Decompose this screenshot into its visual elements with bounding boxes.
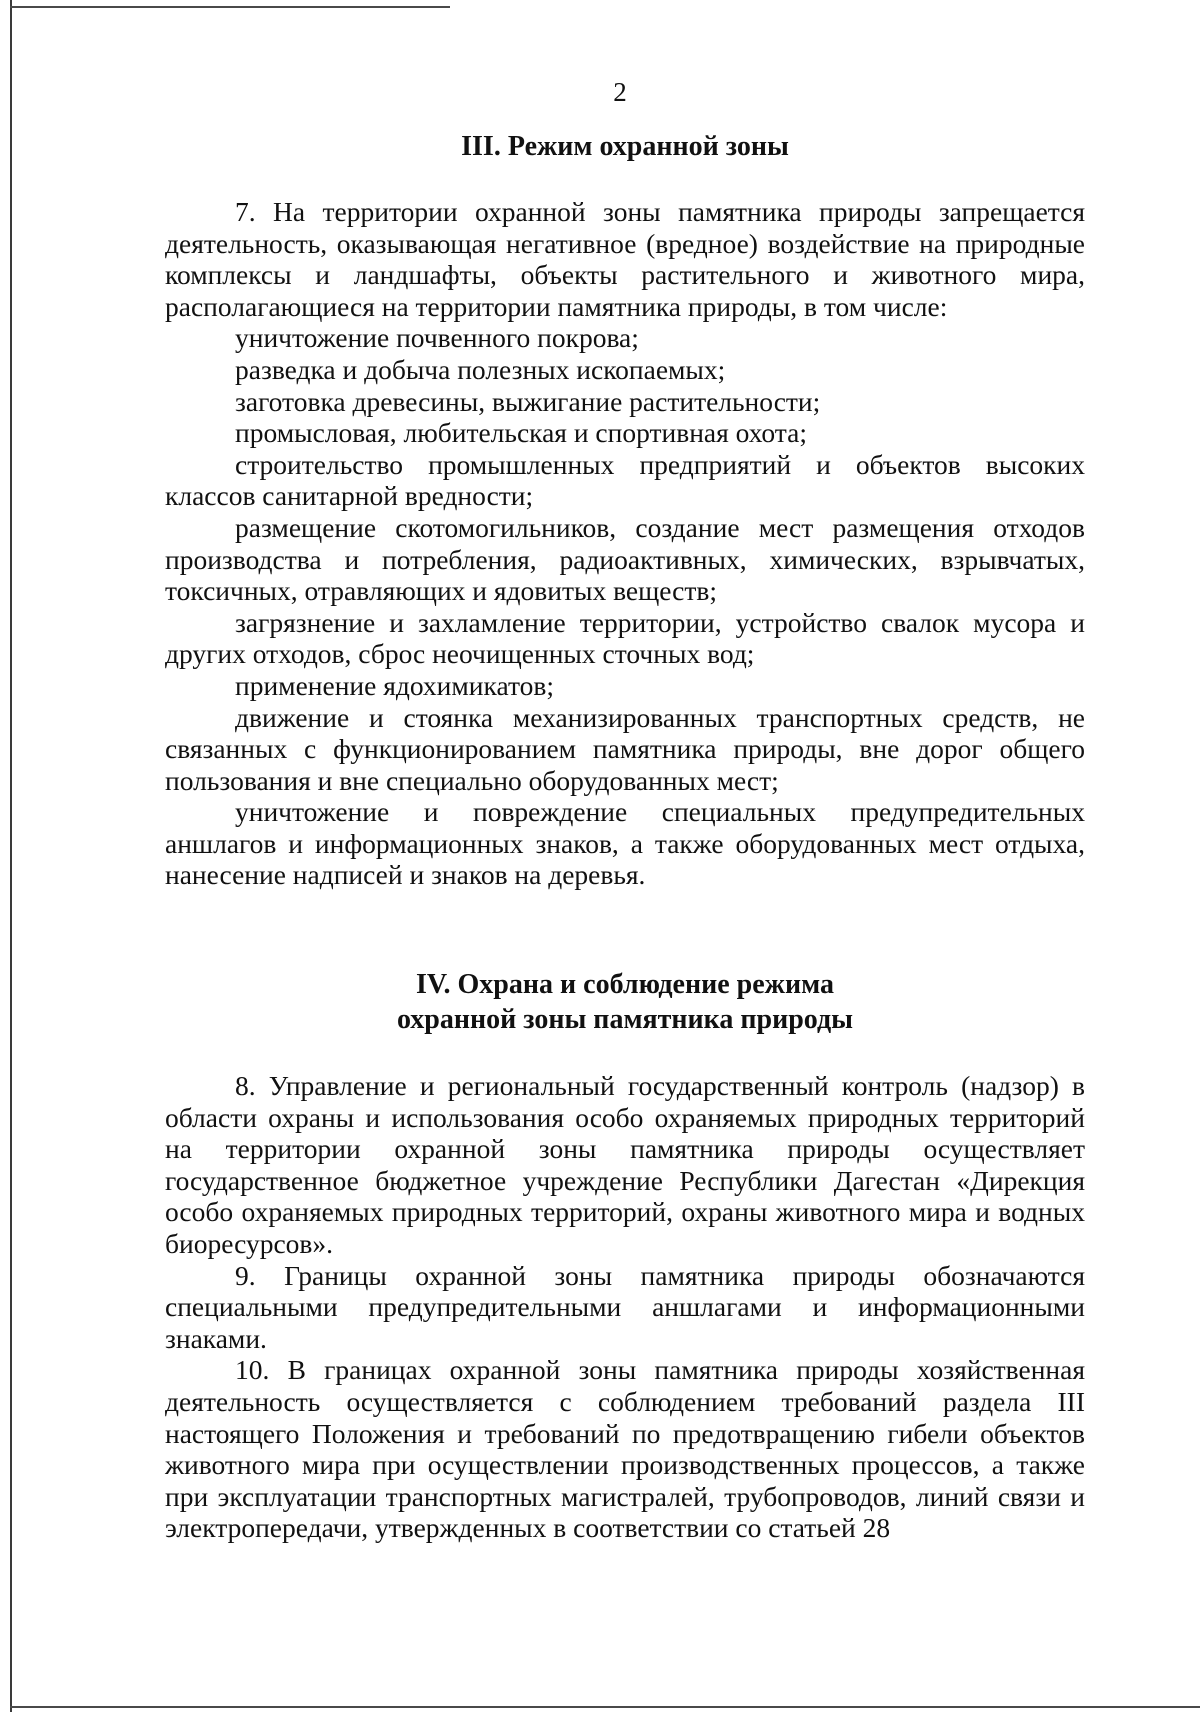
section-4-title-line2: охранной зоны памятника природы — [396, 1004, 854, 1035]
list-item: разведка и добыча полезных ископаемых; — [235, 353, 726, 385]
scan-edge-left — [10, 0, 12, 1712]
paragraph-7: 7. На территории охранной зоны памятника природы запрещается деятельность, оказывающая негативное (вредное) воздействие на природные комплексы и ландшафты, объекты растительного и животного мира, располагающиеся на территории памятника природы, в том числе: — [165, 196, 1085, 322]
list-item: размещение скотомогильников, создание мест размещения отходов производства и потребления, радиоактивных, химических, взрывчатых, токсичных, отравляющих и ядовитых веществ; — [165, 511, 1085, 607]
list-item: движение и стоянка механизированных транспортных средств, не связанных с функционированием памятника природы, вне дорог общего пользования и вне специально оборудованных мест; — [165, 701, 1085, 796]
list-item: уничтожение и повреждение специальных предупредительных аншлагов и информационных знаков, а также оборудованных мест отдыха, нанесение надписей и знаков на деревья. — [165, 796, 1085, 891]
paragraph-9: 9. Границы охранной зоны памятника природы обозначаются специальными предупредительными аншлагами и информационными знаками. — [165, 1259, 1085, 1354]
list-item: строительство промышленных предприятий и объектов высоких классов санитарной вредности; — [165, 448, 1085, 512]
list-item: промысловая, любительская и спортивная охота; — [235, 417, 807, 449]
list-item: загрязнение и захламление территории, устройство свалок мусора и других отходов, сброс неочищенных сточных вод; — [165, 606, 1085, 670]
paragraph-8: 8. Управление и региональный государственный контроль (надзор) в области охраны и использования особо охраняемых природных территорий на территории охранной зоны памятника природы осуществляет государственное бюджетное учреждение Республики Дагестан «Дирекция особо охраняемых природных территорий, охраны животного мира и водных биоресурсов». — [165, 1070, 1085, 1259]
list-item: заготовка древесины, выжигание растительности; — [235, 385, 821, 417]
page-number: 2 — [613, 77, 627, 107]
paragraph-10: 10. В границах охранной зоны памятника природы хозяйственная деятельность осуществляется с соблюдением требований раздела III настоящего Положения и требований по предотвращению гибели объектов животного мира при осуществлении производственных процессов, а также при эксплуатации транспортных магистралей, трубопроводов, линий связи и электропередачи, утвержденных в соответствии со статьей 28 — [165, 1354, 1085, 1544]
section-4-body — [165, 1070, 1085, 1544]
section-3-title: III. Режим охранной зоны — [461, 131, 789, 162]
section-3-body — [165, 196, 1085, 891]
section-4-title-line1: IV. Охрана и соблюдение режима — [416, 969, 834, 1000]
scan-edge-bottom — [10, 1706, 1200, 1708]
list-item: применение ядохимикатов; — [235, 669, 554, 701]
scan-edge-top — [10, 6, 450, 8]
list-item: уничтожение почвенного покрова; — [235, 322, 639, 354]
